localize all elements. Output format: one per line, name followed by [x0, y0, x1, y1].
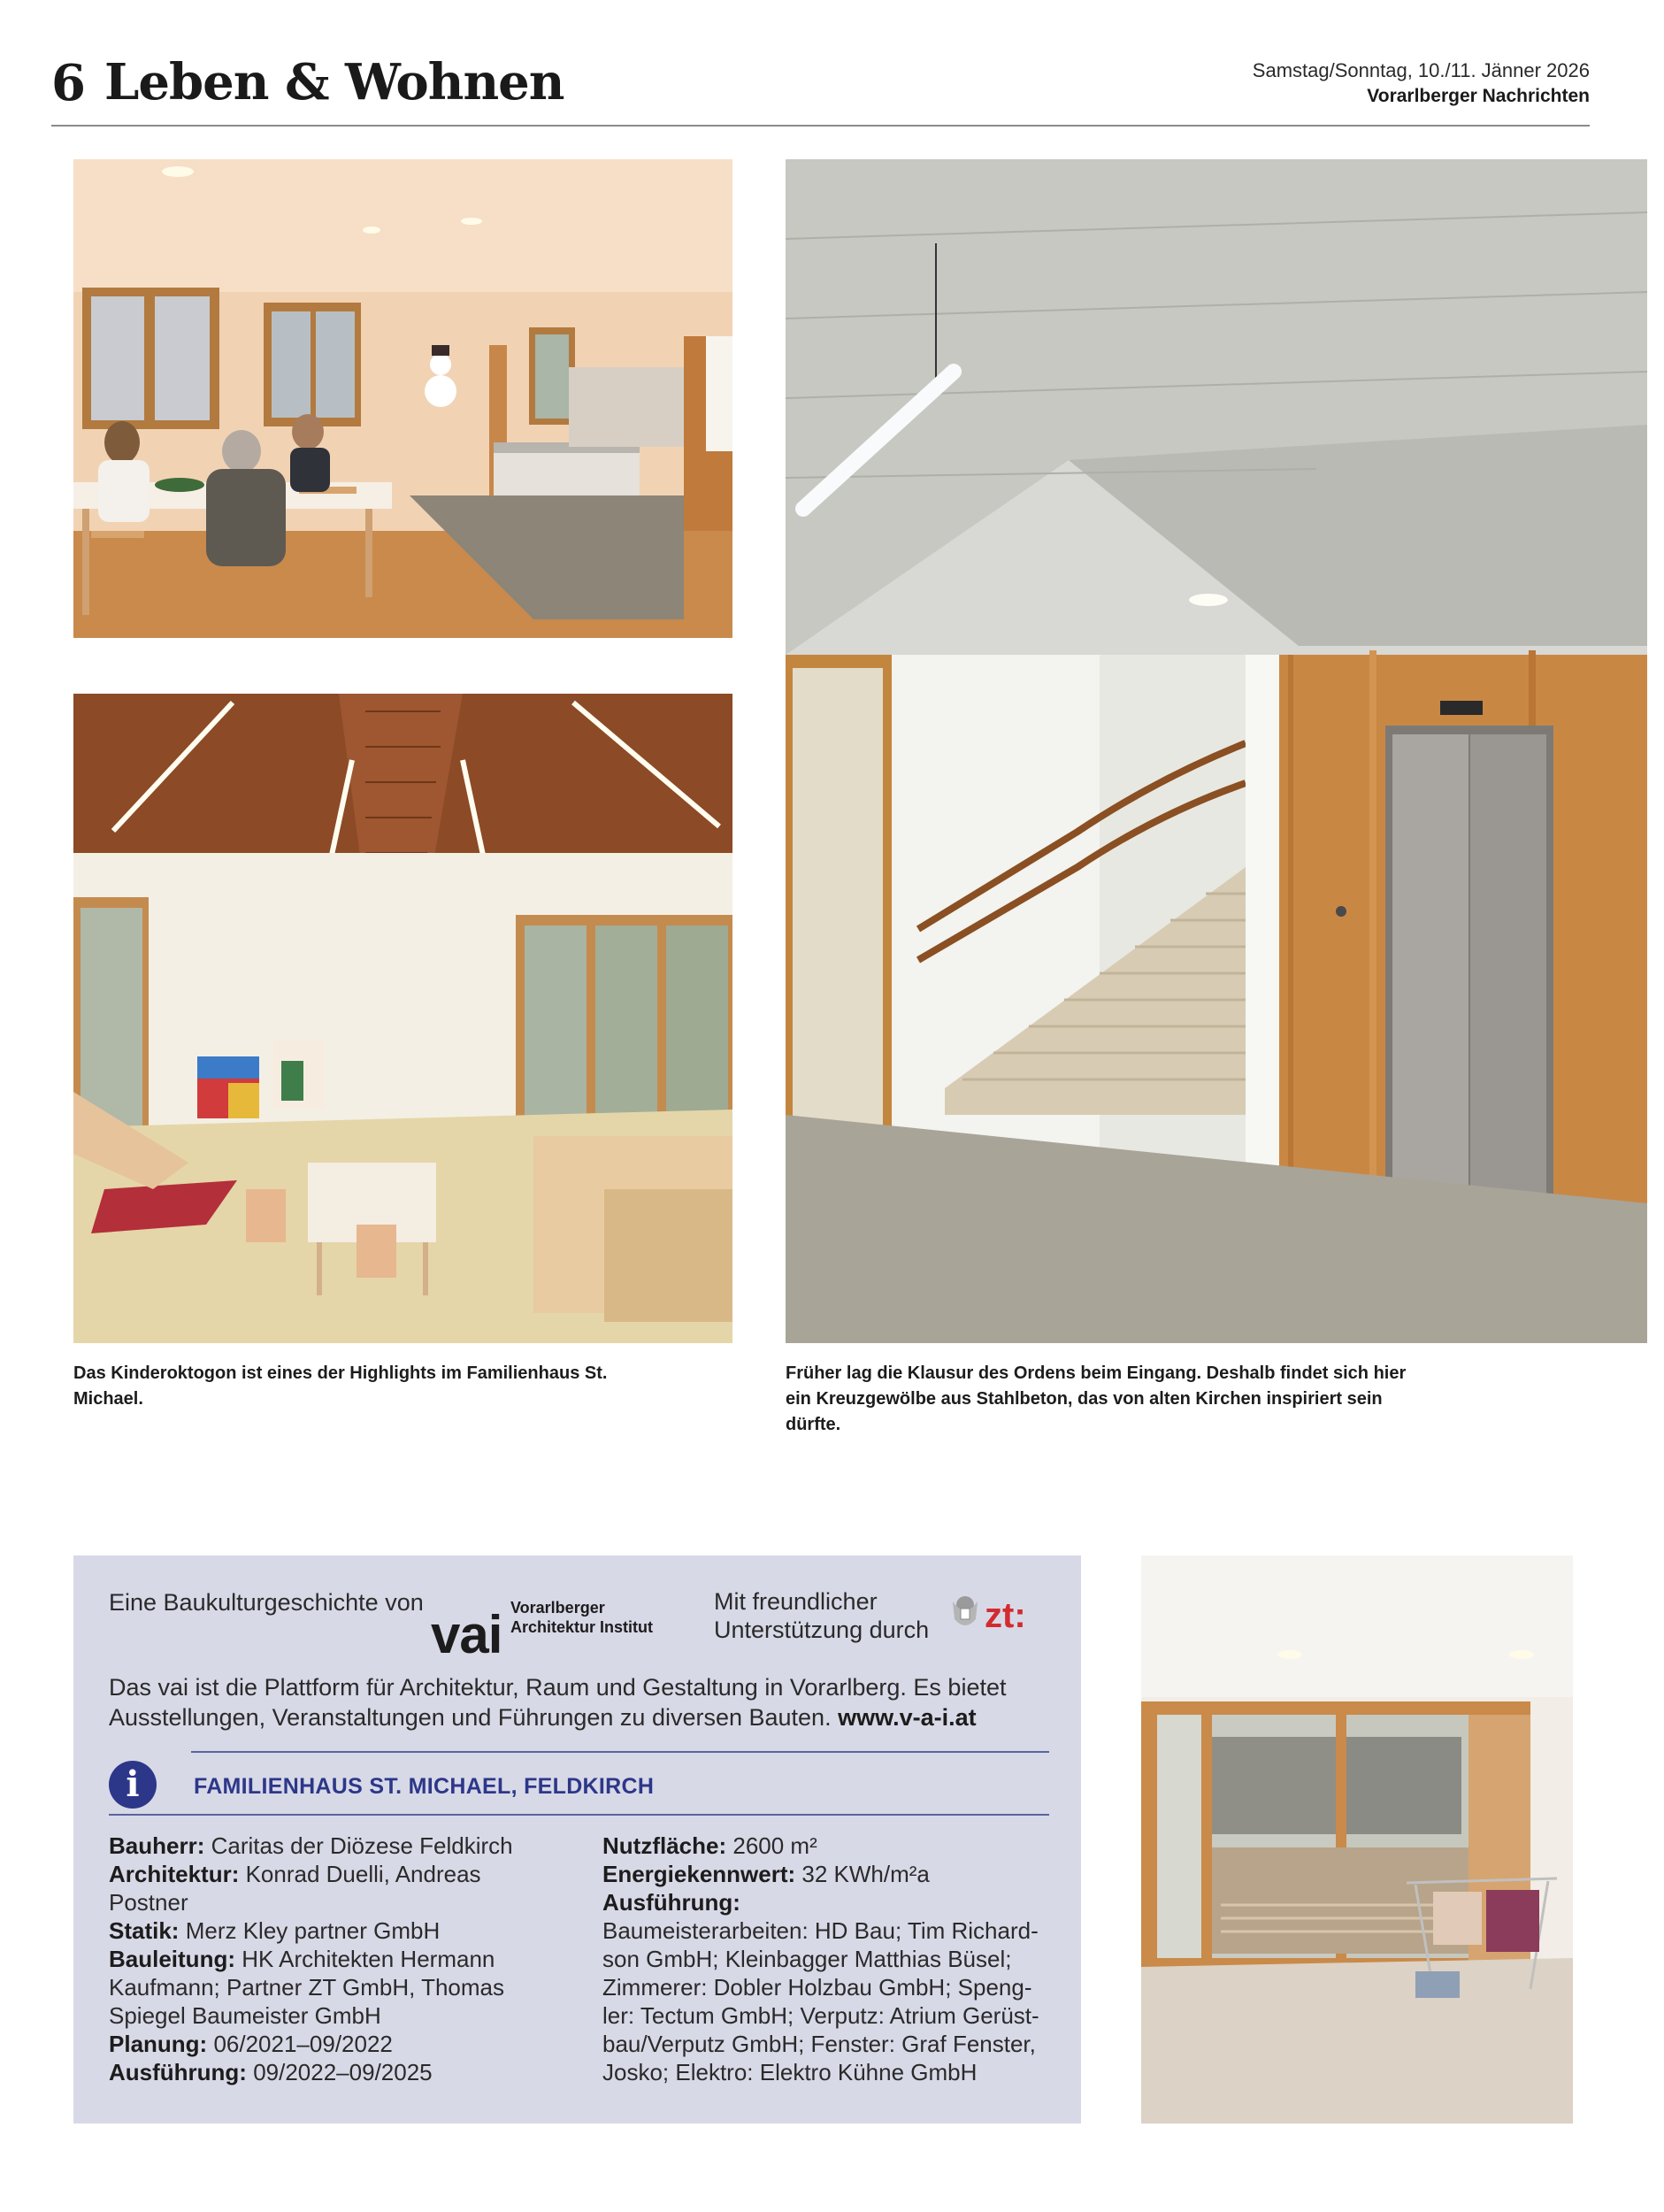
project-title: FAMILIENHAUS ST. MICHAEL, FELDKIRCH	[194, 1774, 655, 1799]
newspaper-name: Vorarlberger Nachrichten	[1367, 86, 1590, 106]
fact-architektur: Architektur: Konrad Duelli, Andreas Postner	[109, 1861, 481, 1916]
project-facts-left	[109, 1832, 551, 2086]
photo-entrance-vault-elevator	[786, 159, 1647, 1343]
fact-bauleitung: Bauleitung: HK Architekten Hermann Kaufmann; Partner ZT GmbH, Thomas Spiegel Baumeister GmbH	[109, 1946, 504, 2029]
issue-date: Samstag/Sonntag, 10./11. Jänner 2026	[1252, 59, 1590, 81]
page-number: 6	[51, 54, 86, 112]
info-box	[73, 1555, 1081, 2124]
photo-empty-room-balcony	[1141, 1555, 1573, 2124]
zt-logo	[949, 1589, 1047, 1642]
section-title: Leben & Wohnen	[104, 53, 564, 111]
fact-ausfuehrung-zeitraum: Ausführung: 09/2022–09/2025	[109, 2059, 433, 2085]
support-line2: Unterstützung durch	[714, 1617, 930, 1643]
vai-website-link[interactable]: www.v-a-i.at	[838, 1704, 977, 1731]
fact-energiekennwert: Energiekennwert: 32 KWh/m²a	[602, 1861, 930, 1887]
vai-logo-line1: Vorarlberger	[510, 1599, 605, 1617]
baukultur-intro-text: Eine Baukulturgeschichte von	[109, 1589, 424, 1616]
vai-logo-line2: Architektur Institut	[510, 1618, 654, 1636]
fact-ausfuehrung-firmen: Baumeisterarbeiten: HD Bau; Tim Richard-son GmbH; Kleinbagger Matthias Büsel; Zimmerer: Dobler Holzbau GmbH; Speng-ler: Tectum GmbH; Verputz: Atrium Gerüst-bau/Verputz GmbH; Fenster: Graf Fenster, Josko; Elektro: Elektro Kühne GmbH	[602, 1917, 1039, 2085]
project-facts-right	[602, 1832, 1062, 2086]
fact-planung: Planung: 06/2021–09/2022	[109, 2031, 393, 2057]
zt-logo-text: zt:	[985, 1596, 1026, 1635]
photo-common-room-kitchen	[73, 159, 732, 638]
header-divider	[51, 125, 1590, 127]
support-text	[714, 1587, 929, 1644]
fact-statik: Statik: Merz Kley partner GmbH	[109, 1917, 441, 1944]
vai-description-text: Das vai ist die Plattform für Architektur, Raum und Gestaltung in Vorarlberg. Es bietet Ausstellungen, Veranstaltungen und Führungen zu diversen Bauten.	[109, 1674, 1007, 1731]
fact-ausfuehrung-heading: Ausführung:	[602, 1889, 740, 1916]
info-divider-top	[191, 1751, 1049, 1753]
caption-entrance-vault: Früher lag die Klausur des Ordens beim Eingang. Deshalb findet sich hier ein Kreuzgewölbe aus Stahlbeton, das von alten Kirchen inspiriert sein dürfte.	[786, 1363, 1407, 1434]
fact-bauherr: Bauherr: Caritas der Diözese Feldkirch	[109, 1832, 513, 1859]
info-divider-bottom	[109, 1814, 1049, 1816]
fact-nutzflaeche: Nutzfläche: 2600 m²	[602, 1832, 817, 1859]
photo-children-octagon	[73, 694, 732, 1343]
support-line1: Mit freundlicher	[714, 1588, 878, 1615]
info-icon: i	[109, 1761, 157, 1809]
vai-logo-word: vai	[431, 1605, 502, 1664]
austrian-eagle-icon	[949, 1593, 981, 1632]
vai-description	[109, 1672, 1047, 1732]
caption-octagon: Das Kinderoktogon ist eines der Highlights im Familienhaus St. Michael.	[73, 1363, 608, 1409]
